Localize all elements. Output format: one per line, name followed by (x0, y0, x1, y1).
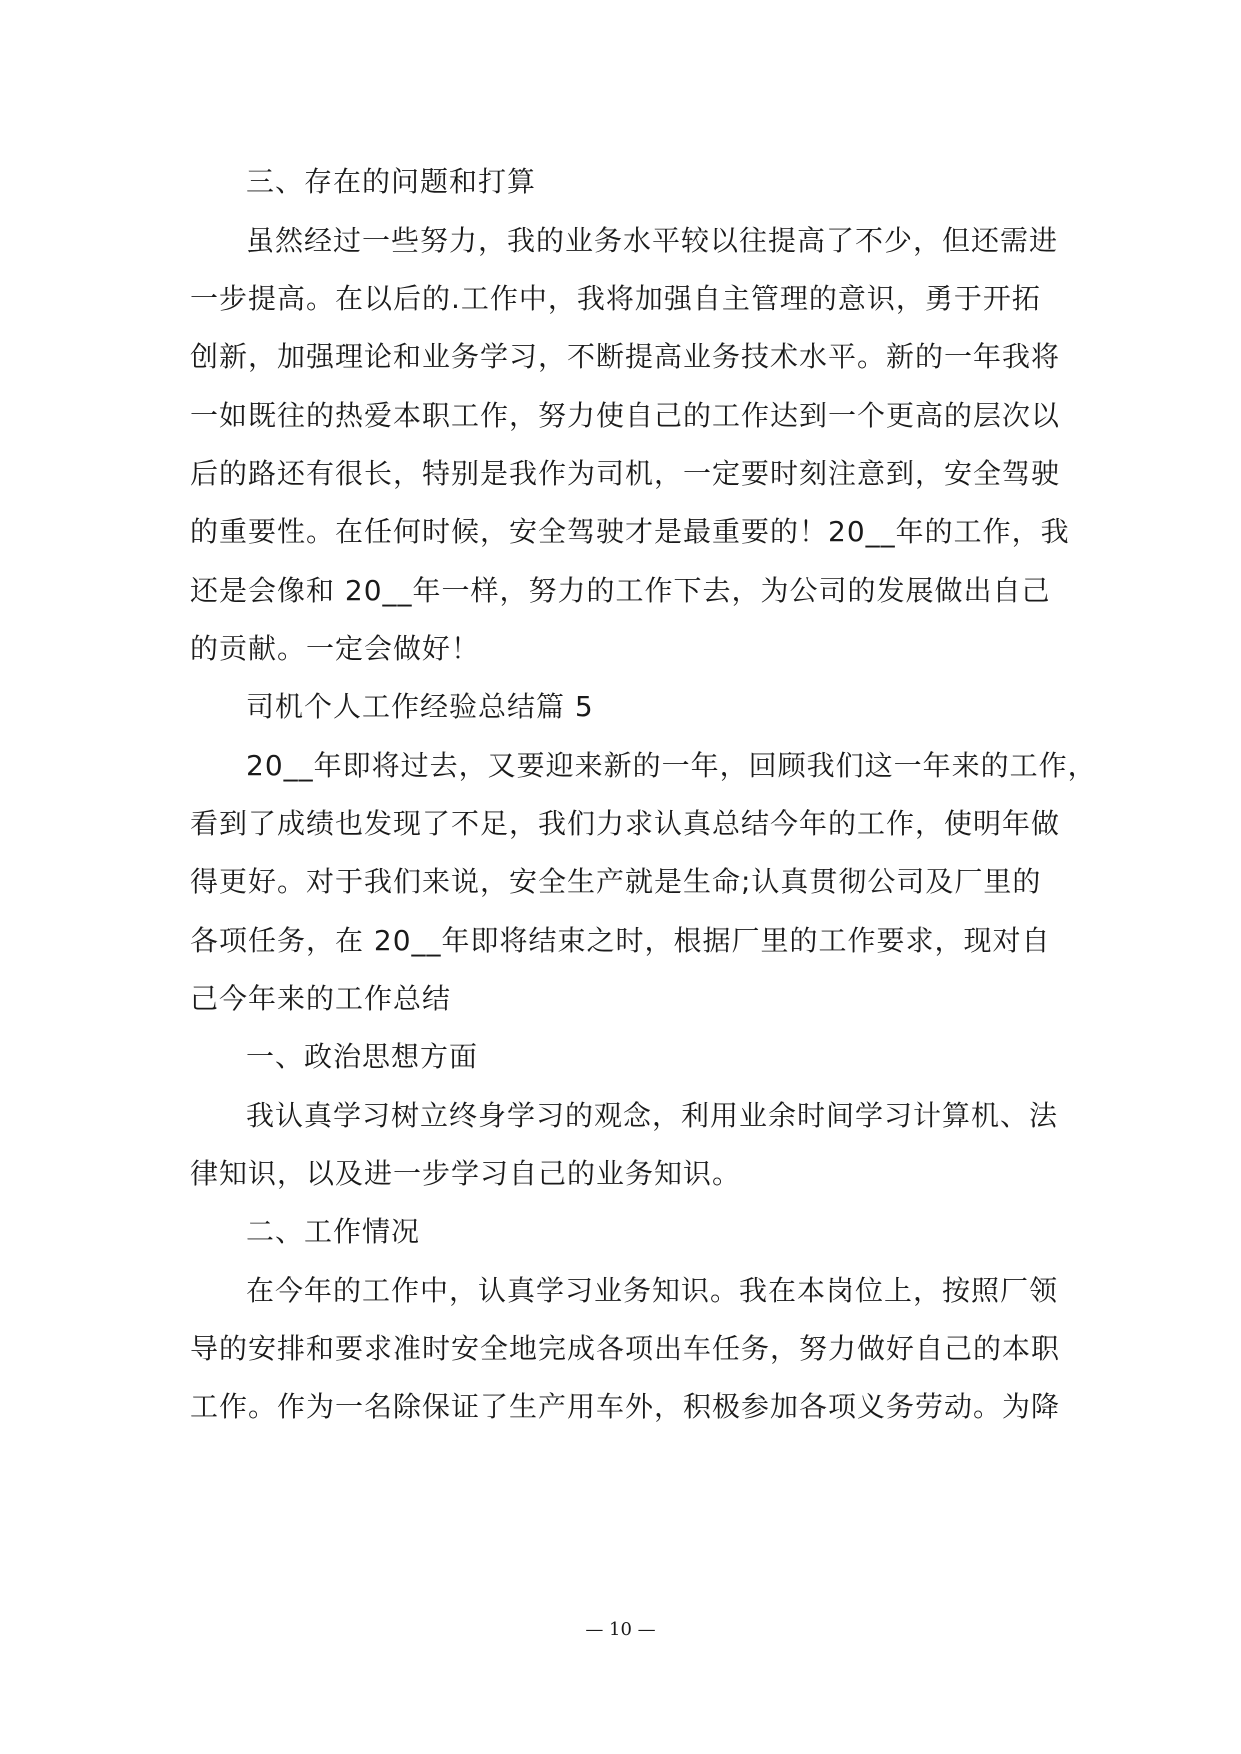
paragraph-line: 虽然经过一些努力，我的业务水平较以往提高了不少，但还需进 (246, 224, 1059, 257)
paragraph-line: 在今年的工作中，认真学习业务知识。我在本岗位上，按照厂领 (246, 1274, 1059, 1307)
paragraph-line: 还是会像和 20__年一样，努力的工作下去，为公司的发展做出自己 (190, 574, 1051, 607)
paragraph-line: 一如既往的热爱本职工作，努力使自己的工作达到一个更高的层次以 (190, 399, 1061, 432)
paragraph-line: 后的路还有很长，特别是我作为司机，一定要时刻注意到，安全驾驶 (190, 457, 1061, 490)
page-number: — 10 — (585, 1619, 656, 1640)
section-heading: 一、政治思想方面 (246, 1040, 479, 1073)
article-title: 司机个人工作经验总结篇 5 (246, 690, 594, 723)
paragraph-line: 导的安排和要求准时安全地完成各项出车任务，努力做好自己的本职 (190, 1332, 1061, 1365)
paragraph-line: 律知识，以及进一步学习自己的业务知识。 (190, 1157, 742, 1190)
paragraph-line: 20__年即将过去，又要迎来新的一年，回顾我们这一年来的工作， (246, 749, 1097, 782)
paragraph-line: 工作。作为一名除保证了生产用车外，积极参加各项义务劳动。为降 (190, 1390, 1061, 1423)
paragraph-line: 创新，加强理论和业务学习，不断提高业务技术水平。新的一年我将 (190, 340, 1061, 373)
paragraph-line: 看到了成绩也发现了不足，我们力求认真总结今年的工作，使明年做 (190, 807, 1061, 840)
section-heading: 二、工作情况 (246, 1215, 421, 1248)
paragraph-line: 己今年来的工作总结 (190, 982, 452, 1015)
paragraph-line: 的重要性。在任何时候，安全驾驶才是最重要的！20__年的工作，我 (190, 515, 1070, 548)
paragraph-line: 一步提高。在以后的.工作中，我将加强自主管理的意识，勇于开拓 (190, 282, 1041, 315)
paragraph-line: 我认真学习树立终身学习的观念，利用业余时间学习计算机、法 (246, 1099, 1059, 1132)
paragraph-line: 得更好。对于我们来说，安全生产就是生命;认真贯彻公司及厂里的 (190, 865, 1042, 898)
paragraph-line: 的贡献。一定会做好！ (190, 632, 481, 665)
section-heading: 三、存在的问题和打算 (246, 165, 537, 198)
paragraph-line: 各项任务，在 20__年即将结束之时，根据厂里的工作要求，现对自 (190, 924, 1051, 957)
